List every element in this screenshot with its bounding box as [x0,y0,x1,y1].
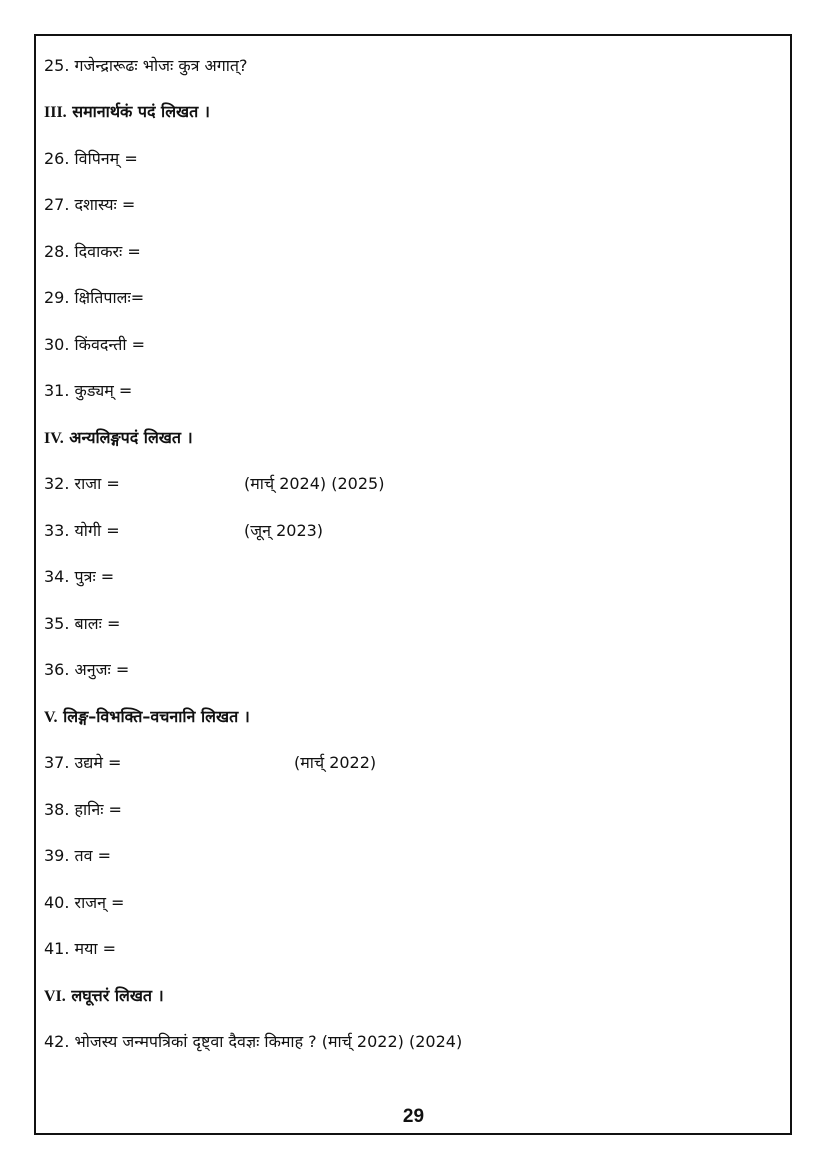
question-30: 30. किंवदन्ती = [44,335,146,354]
section-heading-5 [44,707,250,728]
section-heading-6 [44,986,164,1007]
section-title: समानार्थकं पदं लिखत । [72,102,210,121]
question-33 [44,521,444,541]
question-26: 26. विपिनम् = [44,149,138,168]
question-text: 33. योगी = [44,521,120,540]
section-number: VI. [44,988,66,1005]
question-38: 38. हानिः = [44,800,122,819]
question-42: 42. भोजस्य जन्मपत्रिकां दृष्ट्वा दैवज्ञः किमाह ? (मार्च् 2022) (2024) [44,1032,463,1051]
question-25: 25. गजेन्द्रारूढः भोजः कुत्र अगात्? [44,56,248,75]
section-title: लघूत्तरं लिखत । [71,986,164,1005]
question-text: 32. राजा = [44,474,120,493]
section-heading-3 [44,102,210,123]
exam-year-tag: (जून् 2023) [244,521,324,540]
section-title: अन्यलिङ्गपदं लिखत । [69,428,193,447]
exam-year-tag: (मार्च् 2024) (2025) [244,474,385,493]
question-40: 40. राजन् = [44,893,125,912]
page-border [34,34,792,1135]
section-number: III. [44,104,67,121]
question-35: 35. बालः = [44,614,121,633]
question-text: 37. उद्यमे = [44,753,122,772]
question-39: 39. तव = [44,846,112,865]
question-32 [44,474,444,494]
question-28: 28. दिवाकरः = [44,242,141,261]
question-31: 31. कुड्यम् = [44,381,133,400]
section-title: लिङ्ग–विभक्ति–वचनानि लिखत । [63,707,250,726]
section-number: IV. [44,430,64,447]
section-heading-4 [44,428,193,449]
question-34: 34. पुत्रः = [44,567,115,586]
question-29: 29. क्षितिपालः= [44,288,145,307]
page-number: 29 [402,1106,425,1127]
question-37 [44,753,444,773]
section-number: V. [44,709,58,726]
exam-year-tag: (मार्च् 2022) [294,753,377,772]
question-36: 36. अनुजः = [44,660,130,679]
question-27: 27. दशास्यः = [44,195,136,214]
question-41: 41. मया = [44,939,117,958]
